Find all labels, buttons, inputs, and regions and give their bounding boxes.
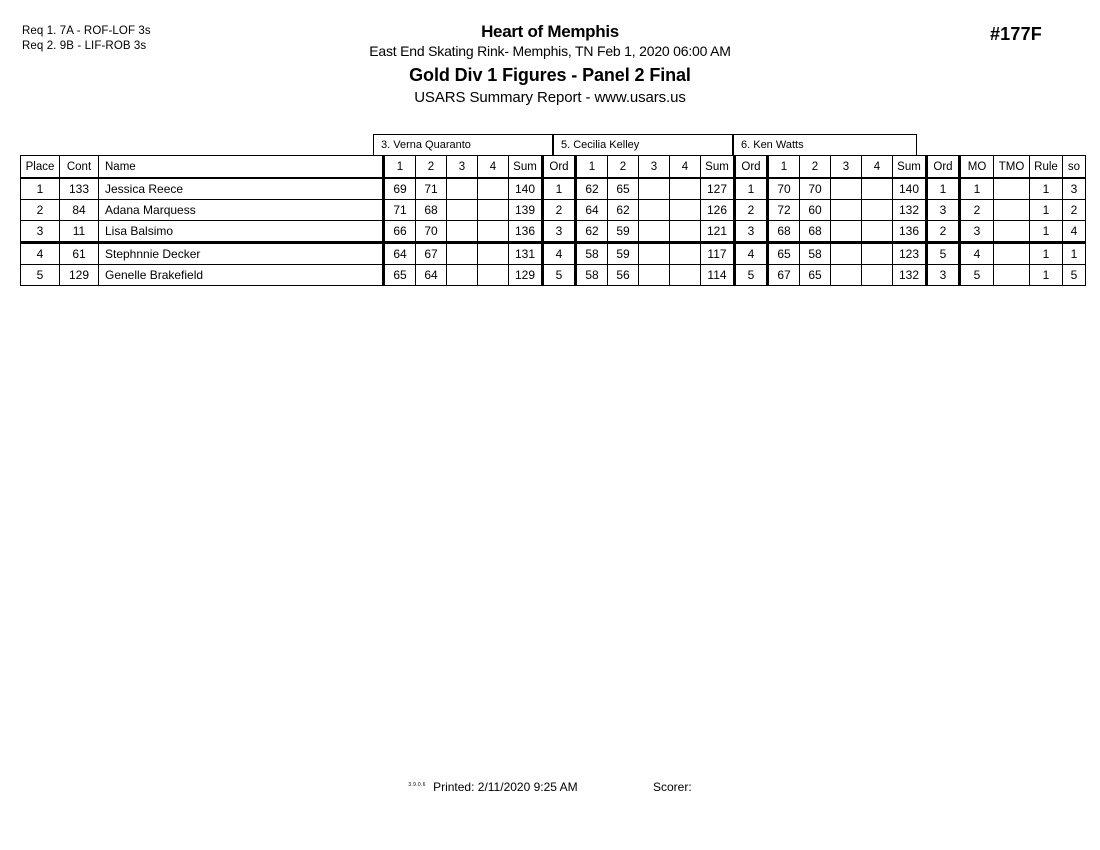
cell-j3-fig3 — [831, 200, 862, 221]
header-place: Place — [21, 156, 60, 179]
header-cont: Cont — [60, 156, 99, 179]
cell-j1-fig3 — [447, 221, 478, 243]
table-row — [21, 200, 1086, 221]
cell-place: 3 — [21, 221, 60, 243]
cell-j1-sum: 129 — [509, 265, 543, 286]
division-title: Gold Div 1 Figures - Panel 2 Final — [409, 65, 691, 85]
header-j3-sum: Sum — [893, 156, 927, 179]
cell-j1-fig3 — [447, 243, 478, 265]
cell-rule: 1 — [1030, 243, 1063, 265]
table-row — [21, 265, 1086, 286]
cell-j1-sum: 140 — [509, 178, 543, 200]
cell-j1-fig4 — [478, 243, 509, 265]
cell-j3-fig4 — [862, 200, 893, 221]
header-j2-sum: Sum — [701, 156, 735, 179]
cell-place: 2 — [21, 200, 60, 221]
judge-caption-3: 6. Ken Watts — [733, 134, 917, 155]
cell-j2-ord: 4 — [735, 243, 768, 265]
header-j1-fig2: 2 — [416, 156, 447, 179]
cell-j3-ord: 3 — [927, 200, 960, 221]
cell-tmo — [994, 265, 1030, 286]
cell-j2-fig2: 56 — [608, 265, 639, 286]
cell-name: Lisa Balsimo — [99, 221, 384, 243]
cell-j3-ord: 5 — [927, 243, 960, 265]
cell-j2-fig4 — [670, 178, 701, 200]
header-j2-fig4: 4 — [670, 156, 701, 179]
cell-j1-fig3 — [447, 200, 478, 221]
cell-tmo — [994, 200, 1030, 221]
cell-name: Jessica Reece — [99, 178, 384, 200]
cell-j1-sum: 136 — [509, 221, 543, 243]
cell-j2-ord: 2 — [735, 200, 768, 221]
cell-j3-sum: 132 — [893, 265, 927, 286]
cell-cont: 61 — [60, 243, 99, 265]
cell-j2-fig1: 62 — [576, 178, 608, 200]
cell-j1-ord: 1 — [543, 178, 576, 200]
report-subtitle: USARS Summary Report - www.usars.us — [414, 89, 686, 106]
cell-j2-fig2: 59 — [608, 243, 639, 265]
event-code: #177F — [989, 24, 1042, 44]
header-j3-ord: Ord — [927, 156, 960, 179]
cell-j1-fig4 — [478, 200, 509, 221]
cell-j3-fig4 — [862, 243, 893, 265]
report-heading — [0, 22, 1100, 108]
cell-j2-fig4 — [670, 200, 701, 221]
cell-j1-fig4 — [478, 265, 509, 286]
cell-j3-sum: 132 — [893, 200, 927, 221]
cell-j3-fig1: 68 — [768, 221, 800, 243]
cell-name: Stephnnie Decker — [99, 243, 384, 265]
cell-tmo — [994, 221, 1030, 243]
header-j3-fig4: 4 — [862, 156, 893, 179]
cell-so: 1 — [1063, 243, 1086, 265]
cell-j1-fig1: 69 — [384, 178, 416, 200]
cell-j2-fig2: 65 — [608, 178, 639, 200]
event-name: Heart of Memphis — [481, 22, 619, 41]
header-j2-fig3: 3 — [639, 156, 670, 179]
cell-j1-ord: 5 — [543, 265, 576, 286]
cell-mo: 3 — [960, 221, 994, 243]
cell-j2-sum: 121 — [701, 221, 735, 243]
cell-j2-fig1: 58 — [576, 265, 608, 286]
cell-j2-fig3 — [639, 200, 670, 221]
cell-tmo — [994, 178, 1030, 200]
cell-j1-fig1: 66 — [384, 221, 416, 243]
cell-j3-fig3 — [831, 221, 862, 243]
report-footer — [0, 780, 1100, 794]
cell-j1-fig2: 68 — [416, 200, 447, 221]
cell-j2-fig1: 58 — [576, 243, 608, 265]
requirement-line-1: Req 1. 7A - ROF-LOF 3s — [22, 25, 151, 37]
cell-j2-fig4 — [670, 265, 701, 286]
cell-j3-fig3 — [831, 243, 862, 265]
header-j1-fig1: 1 — [384, 156, 416, 179]
cell-mo: 1 — [960, 178, 994, 200]
cell-j3-fig2: 58 — [800, 243, 831, 265]
cell-mo: 5 — [960, 265, 994, 286]
cell-j2-ord: 1 — [735, 178, 768, 200]
cell-j1-fig1: 65 — [384, 265, 416, 286]
header-j3-fig1: 1 — [768, 156, 800, 179]
header-j1-sum: Sum — [509, 156, 543, 179]
judge-caption-2: 5. Cecilia Kelley — [553, 134, 733, 155]
cell-j2-sum: 127 — [701, 178, 735, 200]
cell-j2-sum: 126 — [701, 200, 735, 221]
cell-j1-fig2: 64 — [416, 265, 447, 286]
cell-j2-fig4 — [670, 243, 701, 265]
cell-rule: 1 — [1030, 200, 1063, 221]
header-j2-ord: Ord — [735, 156, 768, 179]
cell-name: Genelle Brakefield — [99, 265, 384, 286]
venue-datetime: East End Skating Rink- Memphis, TN Feb 1, 2020 06:00 AM — [369, 43, 731, 59]
cell-j3-fig2: 65 — [800, 265, 831, 286]
header-tmo: TMO — [994, 156, 1030, 179]
cell-cont: 129 — [60, 265, 99, 286]
cell-j2-fig4 — [670, 221, 701, 243]
cell-j1-fig2: 71 — [416, 178, 447, 200]
header-j2-fig1: 1 — [576, 156, 608, 179]
cell-j1-fig2: 67 — [416, 243, 447, 265]
cell-j1-fig4 — [478, 178, 509, 200]
cell-j3-fig1: 67 — [768, 265, 800, 286]
cell-j3-ord: 1 — [927, 178, 960, 200]
cell-j1-fig4 — [478, 221, 509, 243]
cell-j1-fig1: 71 — [384, 200, 416, 221]
cell-j3-fig3 — [831, 178, 862, 200]
cell-j3-sum: 140 — [893, 178, 927, 200]
cell-place: 1 — [21, 178, 60, 200]
cell-j1-fig3 — [447, 178, 478, 200]
cell-j1-fig1: 64 — [384, 243, 416, 265]
cell-j1-ord: 4 — [543, 243, 576, 265]
printed-timestamp: Printed: 2/11/2020 9:25 AM — [433, 780, 578, 794]
cell-j2-fig1: 62 — [576, 221, 608, 243]
cell-j2-sum: 114 — [701, 265, 735, 286]
cell-so: 4 — [1063, 221, 1086, 243]
cell-place: 4 — [21, 243, 60, 265]
cell-j3-sum: 123 — [893, 243, 927, 265]
cell-place: 5 — [21, 265, 60, 286]
cell-j3-fig1: 65 — [768, 243, 800, 265]
cell-j3-fig4 — [862, 178, 893, 200]
header-mo: MO — [960, 156, 994, 179]
scorer-label: Scorer: — [652, 780, 692, 794]
cell-so: 3 — [1063, 178, 1086, 200]
results-table — [20, 155, 1086, 286]
cell-j1-sum: 139 — [509, 200, 543, 221]
cell-cont: 11 — [60, 221, 99, 243]
cell-j1-fig2: 70 — [416, 221, 447, 243]
cell-j3-sum: 136 — [893, 221, 927, 243]
cell-rule: 1 — [1030, 265, 1063, 286]
cell-j3-fig1: 72 — [768, 200, 800, 221]
cell-j2-fig2: 59 — [608, 221, 639, 243]
header-j3-fig2: 2 — [800, 156, 831, 179]
header-rule: Rule — [1030, 156, 1063, 179]
cell-mo: 4 — [960, 243, 994, 265]
cell-j2-ord: 3 — [735, 221, 768, 243]
header-j1-fig4: 4 — [478, 156, 509, 179]
header-j2-fig2: 2 — [608, 156, 639, 179]
cell-j3-fig2: 68 — [800, 221, 831, 243]
header-so: so — [1063, 156, 1086, 179]
header-j3-fig3: 3 — [831, 156, 862, 179]
cell-j1-ord: 2 — [543, 200, 576, 221]
cell-j2-fig3 — [639, 178, 670, 200]
requirement-line-2: Req 2. 9B - LIF-ROB 3s — [22, 40, 147, 52]
cell-j2-sum: 117 — [701, 243, 735, 265]
cell-j2-fig1: 64 — [576, 200, 608, 221]
table-row — [21, 178, 1086, 200]
cell-j1-fig3 — [447, 265, 478, 286]
header-j1-ord: Ord — [543, 156, 576, 179]
cell-j3-fig1: 70 — [768, 178, 800, 200]
cell-j3-ord: 2 — [927, 221, 960, 243]
header-j1-fig3: 3 — [447, 156, 478, 179]
cell-j1-ord: 3 — [543, 221, 576, 243]
cell-j3-fig3 — [831, 265, 862, 286]
header-name: Name — [99, 156, 384, 179]
cell-cont: 84 — [60, 200, 99, 221]
table-row — [21, 221, 1086, 243]
cell-j2-fig2: 62 — [608, 200, 639, 221]
cell-j3-fig4 — [862, 221, 893, 243]
cell-j1-sum: 131 — [509, 243, 543, 265]
cell-j3-fig4 — [862, 265, 893, 286]
cell-j2-fig3 — [639, 265, 670, 286]
cell-j3-ord: 3 — [927, 265, 960, 286]
cell-j3-fig2: 70 — [800, 178, 831, 200]
cell-j2-ord: 5 — [735, 265, 768, 286]
table-header-row — [21, 156, 1086, 179]
cell-so: 2 — [1063, 200, 1086, 221]
judge-caption-1: 3. Verna Quaranto — [373, 134, 553, 155]
cell-j2-fig3 — [639, 221, 670, 243]
cell-name: Adana Marquess — [99, 200, 384, 221]
cell-rule: 1 — [1030, 178, 1063, 200]
cell-rule: 1 — [1030, 221, 1063, 243]
cell-j3-fig2: 60 — [800, 200, 831, 221]
table-row — [21, 243, 1086, 265]
cell-so: 5 — [1063, 265, 1086, 286]
cell-j2-fig3 — [639, 243, 670, 265]
cell-tmo — [994, 243, 1030, 265]
cell-mo: 2 — [960, 200, 994, 221]
build-stamp: 3.9.0.6 — [408, 782, 426, 788]
cell-cont: 133 — [60, 178, 99, 200]
